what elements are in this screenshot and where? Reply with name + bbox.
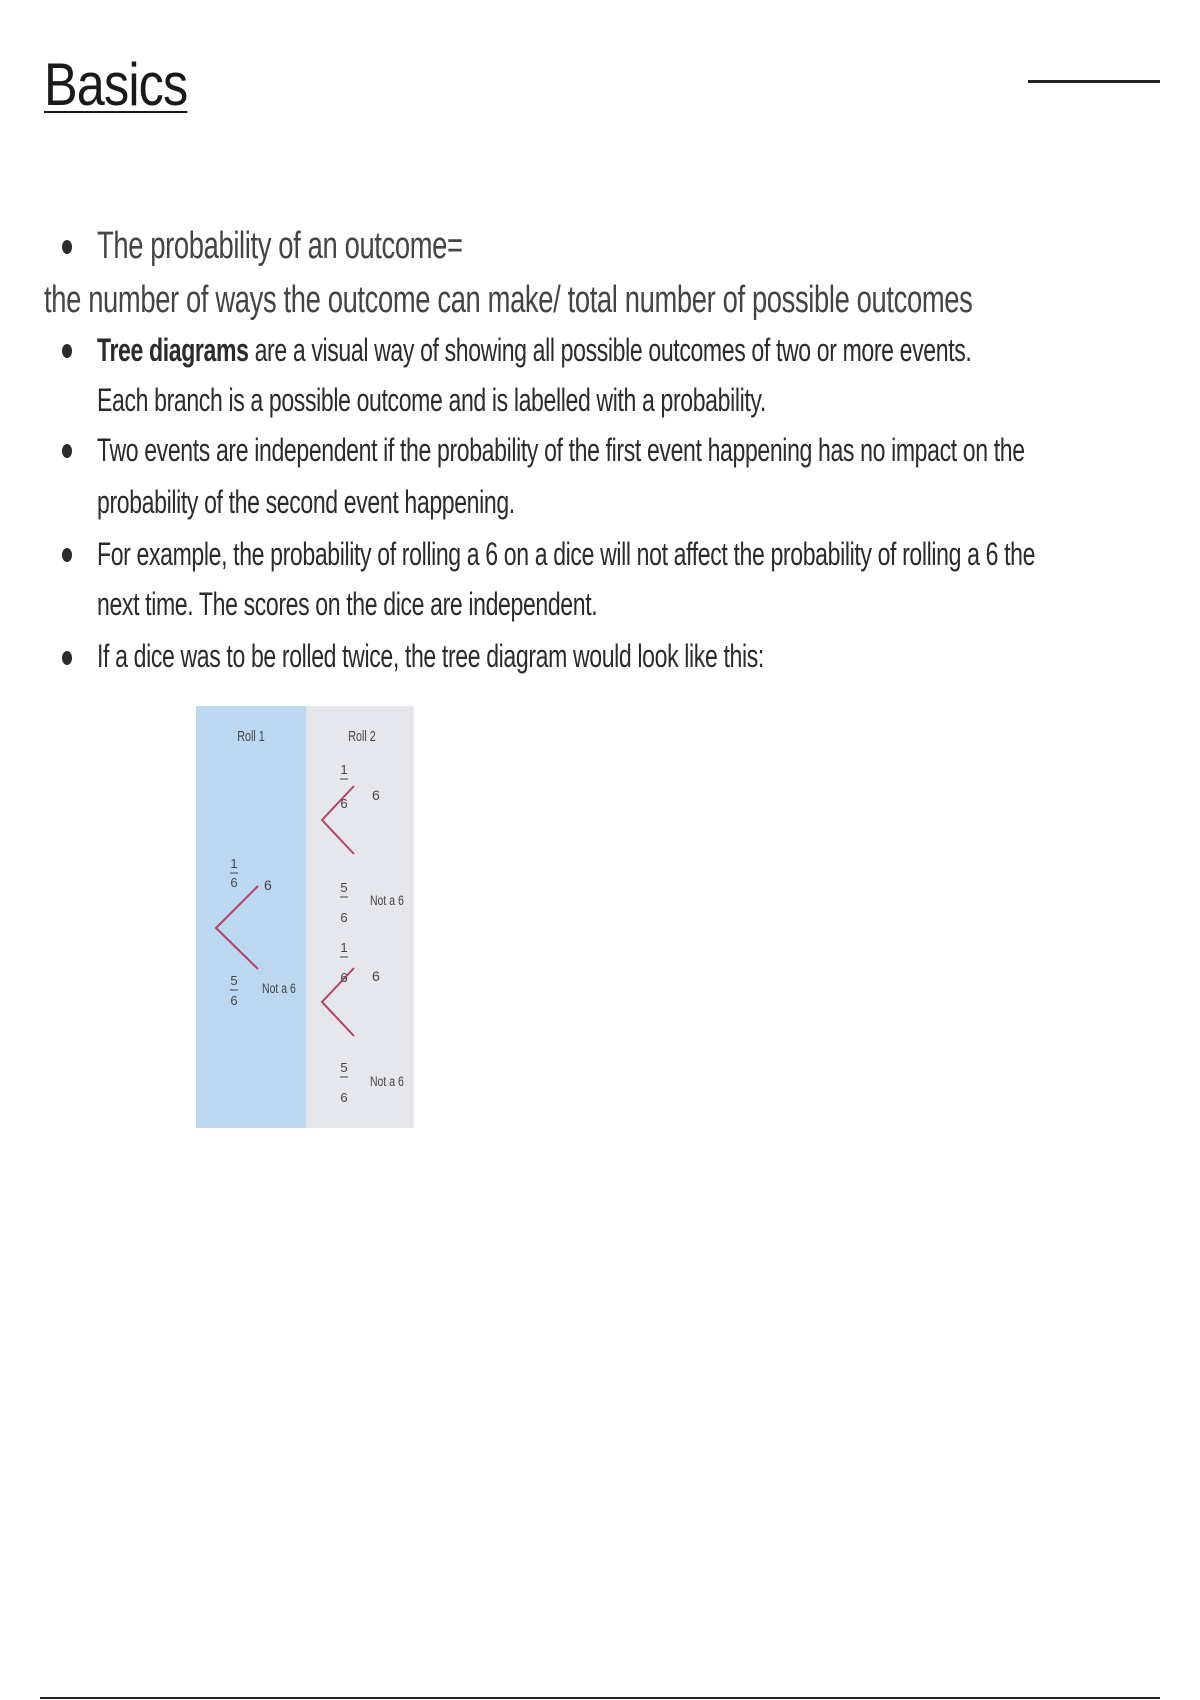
roll-1-prob-not6-denominator: 6	[230, 993, 238, 1008]
bullet-marker	[62, 548, 72, 562]
tree-diagram-intro: If a dice was to be rolled twice, the tree diagram would look like this:	[97, 638, 764, 674]
bullet-marker	[62, 444, 72, 458]
independence-definition-line2: probability of the second event happening.	[97, 484, 515, 520]
roll-2-upper-outcome-6: 6	[372, 787, 380, 803]
roll-1-prob-6-denominator: 6	[230, 875, 238, 890]
tree-diagrams-term: Tree diagrams	[97, 332, 249, 368]
bullet-marker	[62, 240, 72, 254]
roll-2-lower-outcome-not6: Not a 6	[370, 1073, 404, 1090]
roll-2-upper-prob-6-numerator: 1	[340, 762, 348, 777]
tree-diagram-svg	[196, 706, 414, 1128]
roll-2-upper-prob-not6-denominator: 6	[340, 910, 348, 925]
page-title: Basics	[44, 51, 188, 118]
roll-1-prob-not6-numerator: 5	[230, 973, 238, 988]
bullet-marker	[62, 651, 72, 665]
roll-2-lower-prob-6-denominator: 6	[340, 970, 348, 985]
roll-1-panel	[196, 706, 306, 1128]
roll-2-lower-prob-not6-denominator: 6	[340, 1090, 348, 1105]
roll-1-header: Roll 1	[237, 727, 265, 745]
roll-2-header: Roll 2	[348, 727, 376, 745]
roll-2-upper-outcome-not6: Not a 6	[370, 892, 404, 909]
roll-2-lower-prob-not6-numerator: 5	[340, 1060, 348, 1075]
dice-example-line1: For example, the probability of rolling a 6 on a dice will not affect the probability of rolling a 6 the	[97, 536, 1036, 572]
tree-diagram-definition-line1	[97, 330, 971, 370]
tree-diagram-figure	[196, 706, 414, 1128]
footer-rule	[40, 1697, 1160, 1699]
bullet-marker	[62, 344, 72, 358]
tree-diagrams-description: are a visual way of showing all possible outcomes of two or more events.	[248, 332, 972, 368]
probability-formula-text: the number of ways the outcome can make/ total number of possible outcomes	[44, 279, 973, 321]
roll-1-outcome-6: 6	[264, 877, 272, 893]
roll-2-panel	[306, 706, 414, 1128]
header-rule	[1028, 80, 1160, 83]
roll-1-outcome-not6: Not a 6	[262, 980, 296, 997]
bullet-probability-definition: The probability of an outcome=	[97, 225, 463, 267]
roll-2-upper-prob-6-denominator: 6	[340, 796, 348, 811]
tree-diagram-definition-line2: Each branch is a possible outcome and is labelled with a probability.	[97, 382, 766, 418]
dice-example-line2: next time. The scores on the dice are independent.	[97, 586, 598, 622]
roll-2-lower-outcome-6: 6	[372, 968, 380, 984]
roll-1-prob-6-numerator: 1	[230, 856, 238, 871]
independence-definition-line1: Two events are independent if the probability of the first event happening has no impact on the	[97, 432, 1025, 468]
roll-2-lower-prob-6-numerator: 1	[340, 940, 348, 955]
roll-2-upper-prob-not6-numerator: 5	[340, 880, 348, 895]
